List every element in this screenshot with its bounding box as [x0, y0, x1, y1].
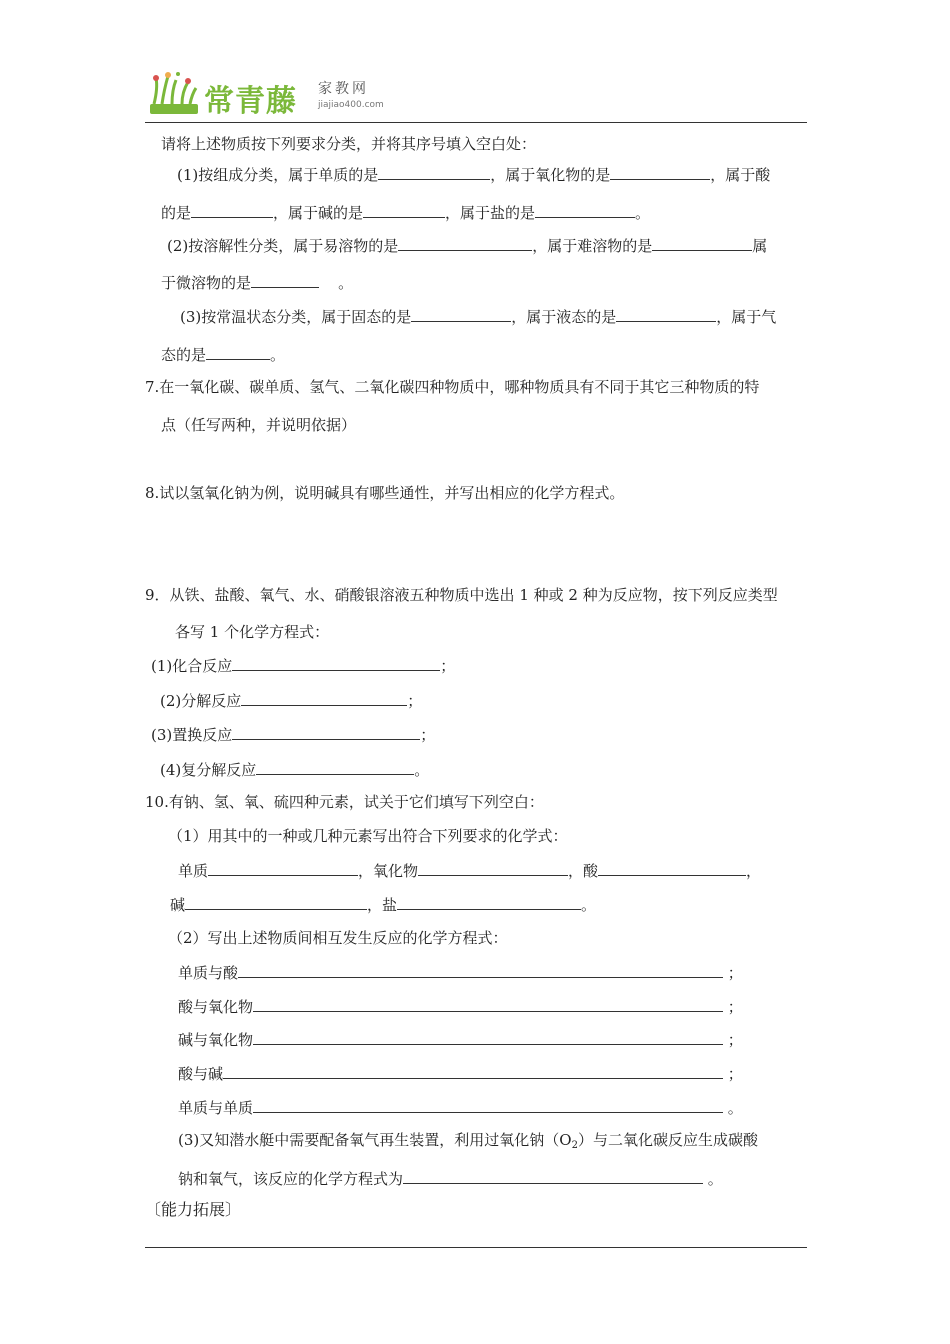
answer-blank-q10-base[interactable] — [185, 894, 367, 910]
reaction-3-end: ； — [727, 1031, 743, 1049]
q10-reaction-1 — [178, 962, 743, 983]
q10-part3-line2 — [178, 1168, 723, 1189]
q9-item-4 — [160, 759, 429, 780]
answer-blank-slightly-soluble[interactable] — [251, 272, 319, 288]
logo-brand-subtitle: 家教网 — [318, 81, 369, 97]
answer-blank-decomposition[interactable] — [241, 690, 407, 706]
q6-part3-line2 — [161, 344, 285, 365]
q9-3-end: ； — [420, 726, 436, 744]
q8-text: 8.试以氢氧化钠为例，说明碱具有哪些通性，并写出相应的化学方程式。 — [145, 484, 625, 502]
q10-formula-line2 — [170, 894, 596, 915]
logo-brand-url: jiajiao400.com — [318, 100, 384, 110]
q9-2-end: ； — [407, 692, 423, 710]
q9-3-label: (3)置换反应 — [151, 726, 233, 744]
q6-3-label-d: 态的是 — [161, 346, 207, 364]
q10-3-text-b: ）与二氧化碳反应生成碳酸 — [577, 1131, 758, 1149]
q9-4-label: (4)复分解反应 — [160, 761, 257, 779]
q10-reaction-4 — [178, 1063, 743, 1084]
q6-1-label-e: ，属于碱的是 — [273, 204, 364, 222]
q10-label-salt: ，盐 — [367, 896, 398, 914]
answer-blank-combination[interactable] — [232, 655, 440, 671]
header-rule — [145, 122, 807, 123]
q6-3-label-a: (3)按常温状态分类，属于固态的是 — [180, 308, 412, 326]
answer-blank-gas[interactable] — [206, 344, 270, 360]
logo-brand-text: 常青藤 — [204, 84, 297, 119]
q6-part3-line1 — [180, 306, 776, 327]
logo-plant-icon — [148, 70, 202, 116]
q10-formula-end: 。 — [581, 896, 597, 914]
footer-rule — [145, 1247, 807, 1248]
q10-part3-line1 — [178, 1130, 758, 1156]
answer-blank-double-decomposition[interactable] — [256, 759, 414, 775]
q6-3-label-e: 。 — [270, 346, 286, 364]
reaction-5-end: 。 — [727, 1099, 743, 1117]
q10-3-text-a: (3)又知潜水艇中需要配备氧气再生装置，利用过氧化钠（O — [178, 1131, 572, 1149]
answer-blank-reaction-3[interactable] — [253, 1029, 723, 1045]
q10-comma: ， — [746, 862, 762, 880]
q6-part1-line1 — [177, 164, 770, 185]
reaction-4-end: ； — [727, 1065, 743, 1083]
q9-4-end: 。 — [414, 761, 430, 779]
answer-blank-insoluble[interactable] — [652, 235, 752, 251]
q10-label-simple: 单质 — [178, 862, 209, 880]
q9-item-3 — [151, 724, 435, 745]
q6-2-label-e: 。 — [338, 274, 354, 292]
answer-blank-sodium-peroxide-equation[interactable] — [403, 1168, 703, 1184]
q6-1-label-g: 。 — [635, 204, 651, 222]
q7-line1: 7.在一氧化碳、碳单质、氢气、二氧化碳四种物质中，哪种物质具有不同于其它三种物质的特 — [145, 378, 760, 396]
q6-1-label-a: (1)按组成分类，属于单质的是 — [177, 166, 379, 184]
answer-blank-reaction-4[interactable] — [223, 1063, 723, 1079]
q10-part1: （1）用其中的一种或几种元素写出符合下列要求的化学式： — [168, 827, 568, 845]
q7-line2: 点（任写两种，并说明依据） — [161, 416, 357, 434]
intro-text: 请将上述物质按下列要求分类，并将其序号填入空白处： — [161, 135, 537, 153]
q9-item-2 — [160, 690, 422, 711]
q10-reaction-5 — [178, 1097, 743, 1118]
q9-line2: 各写 1 个化学方程式： — [175, 623, 330, 641]
section-heading-ability: 〔能力拓展〕 — [145, 1200, 242, 1219]
q10-reaction-2 — [178, 996, 743, 1017]
q6-1-label-d: 的是 — [161, 204, 192, 222]
reaction-1-label: 单质与酸 — [178, 964, 239, 982]
q6-1-label-c: ，属于酸 — [710, 166, 771, 184]
q6-2-label-c: 属 — [752, 237, 768, 255]
q9-1-end: ； — [440, 657, 456, 675]
answer-blank-liquid[interactable] — [616, 306, 716, 322]
header-logo — [148, 70, 408, 120]
reaction-5-label: 单质与单质 — [178, 1099, 254, 1117]
q10-label-oxide: ，氧化物 — [358, 862, 419, 880]
q6-3-label-c: ，属于气 — [716, 308, 777, 326]
q10-formula-line1 — [178, 860, 761, 881]
q6-2-label-d: 于微溶物的是 — [161, 274, 252, 292]
q6-part1-line2 — [161, 202, 650, 223]
answer-blank-base[interactable] — [363, 202, 445, 218]
q6-1-label-f: ，属于盐的是 — [445, 204, 536, 222]
reaction-1-end: ； — [727, 964, 743, 982]
q10-3-text-c: 钠和氧气，该反应的化学方程式为 — [178, 1170, 404, 1188]
answer-blank-reaction-2[interactable] — [253, 996, 723, 1012]
answer-blank-reaction-5[interactable] — [253, 1097, 723, 1113]
answer-blank-reaction-1[interactable] — [238, 962, 723, 978]
q10-label-acid: ，酸 — [568, 862, 599, 880]
q9-2-label: (2)分解反应 — [160, 692, 242, 710]
q9-item-1 — [151, 655, 455, 676]
reaction-4-label: 酸与碱 — [178, 1065, 224, 1083]
answer-blank-simple-substance[interactable] — [378, 164, 490, 180]
answer-blank-salt[interactable] — [535, 202, 635, 218]
answer-blank-displacement[interactable] — [232, 724, 420, 740]
q6-part2-line1 — [167, 235, 767, 256]
q6-2-label-b: ，属于难溶物的是 — [532, 237, 653, 255]
answer-blank-q10-simple[interactable] — [208, 860, 358, 876]
answer-blank-acid[interactable] — [191, 202, 273, 218]
q10-text: 10.有钠、氢、氧、硫四种元素，试关于它们填写下列空白： — [145, 793, 544, 811]
q10-3-subscript: 2 — [571, 1140, 578, 1151]
q6-1-label-b: ，属于氧化物的是 — [490, 166, 611, 184]
answer-blank-solid[interactable] — [411, 306, 511, 322]
q10-3-end: 。 — [707, 1170, 723, 1188]
q6-3-label-b: ，属于液态的是 — [511, 308, 617, 326]
q6-part2-line2 — [161, 272, 353, 293]
answer-blank-oxide[interactable] — [610, 164, 710, 180]
q9-line1: 9．从铁、盐酸、氧气、水、硝酸银溶液五种物质中选出 1 种或 2 种为反应物，按下列反应类型 — [145, 586, 778, 604]
reaction-2-label: 酸与氧化物 — [178, 998, 254, 1016]
q6-2-label-a: (2)按溶解性分类，属于易溶物的是 — [167, 237, 399, 255]
q9-1-label: (1)化合反应 — [151, 657, 233, 675]
reaction-3-label: 碱与氧化物 — [178, 1031, 254, 1049]
q10-reaction-3 — [178, 1029, 743, 1050]
answer-blank-q10-salt[interactable] — [397, 894, 581, 910]
q10-part2: （2）写出上述物质间相互发生反应的化学方程式： — [168, 929, 508, 947]
q10-label-base: 碱 — [170, 896, 186, 914]
answer-blank-q10-oxide[interactable] — [418, 860, 568, 876]
reaction-2-end: ； — [727, 998, 743, 1016]
answer-blank-soluble[interactable] — [398, 235, 532, 251]
answer-blank-q10-acid[interactable] — [598, 860, 746, 876]
